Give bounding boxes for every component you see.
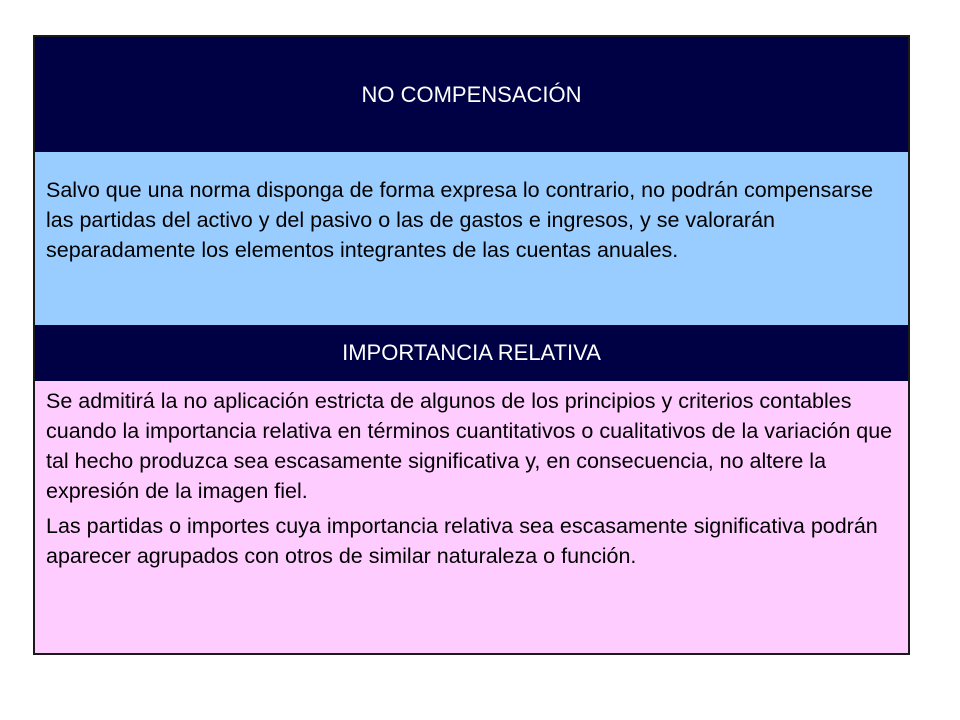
paragraph: Las partidas o importes cuya importancia relativa sea escasamente significativa podrán aparecer agrupados con otros de similar naturaleza o función.	[46, 514, 878, 568]
section-header-importancia-relativa	[35, 325, 908, 381]
section-header-no-compensacion	[35, 37, 908, 152]
section-body-importancia-relativa	[35, 381, 908, 653]
paragraph: Se admitirá la no aplicación estricta de algunos de los principios y criterios contables cuando la importancia relativa en términos cuantitativos o cualitativos de la variación que tal hecho produzca sea escasamente significativa y, en consecuencia, no altere la expresión de la imagen fiel.	[46, 389, 893, 503]
section-body-no-compensacion	[35, 152, 908, 325]
section-title: NO COMPENSACIÓN	[361, 81, 582, 107]
paragraph: Salvo que una norma disponga de forma expresa lo contrario, no podrán compensarse las partidas del activo y del pasivo o las de gastos e ingresos, y se valorarán separadamente los elementos integrantes de las cuentas anuales.	[46, 178, 874, 262]
principles-table	[33, 35, 910, 655]
section-title: IMPORTANCIA RELATIVA	[342, 340, 601, 365]
